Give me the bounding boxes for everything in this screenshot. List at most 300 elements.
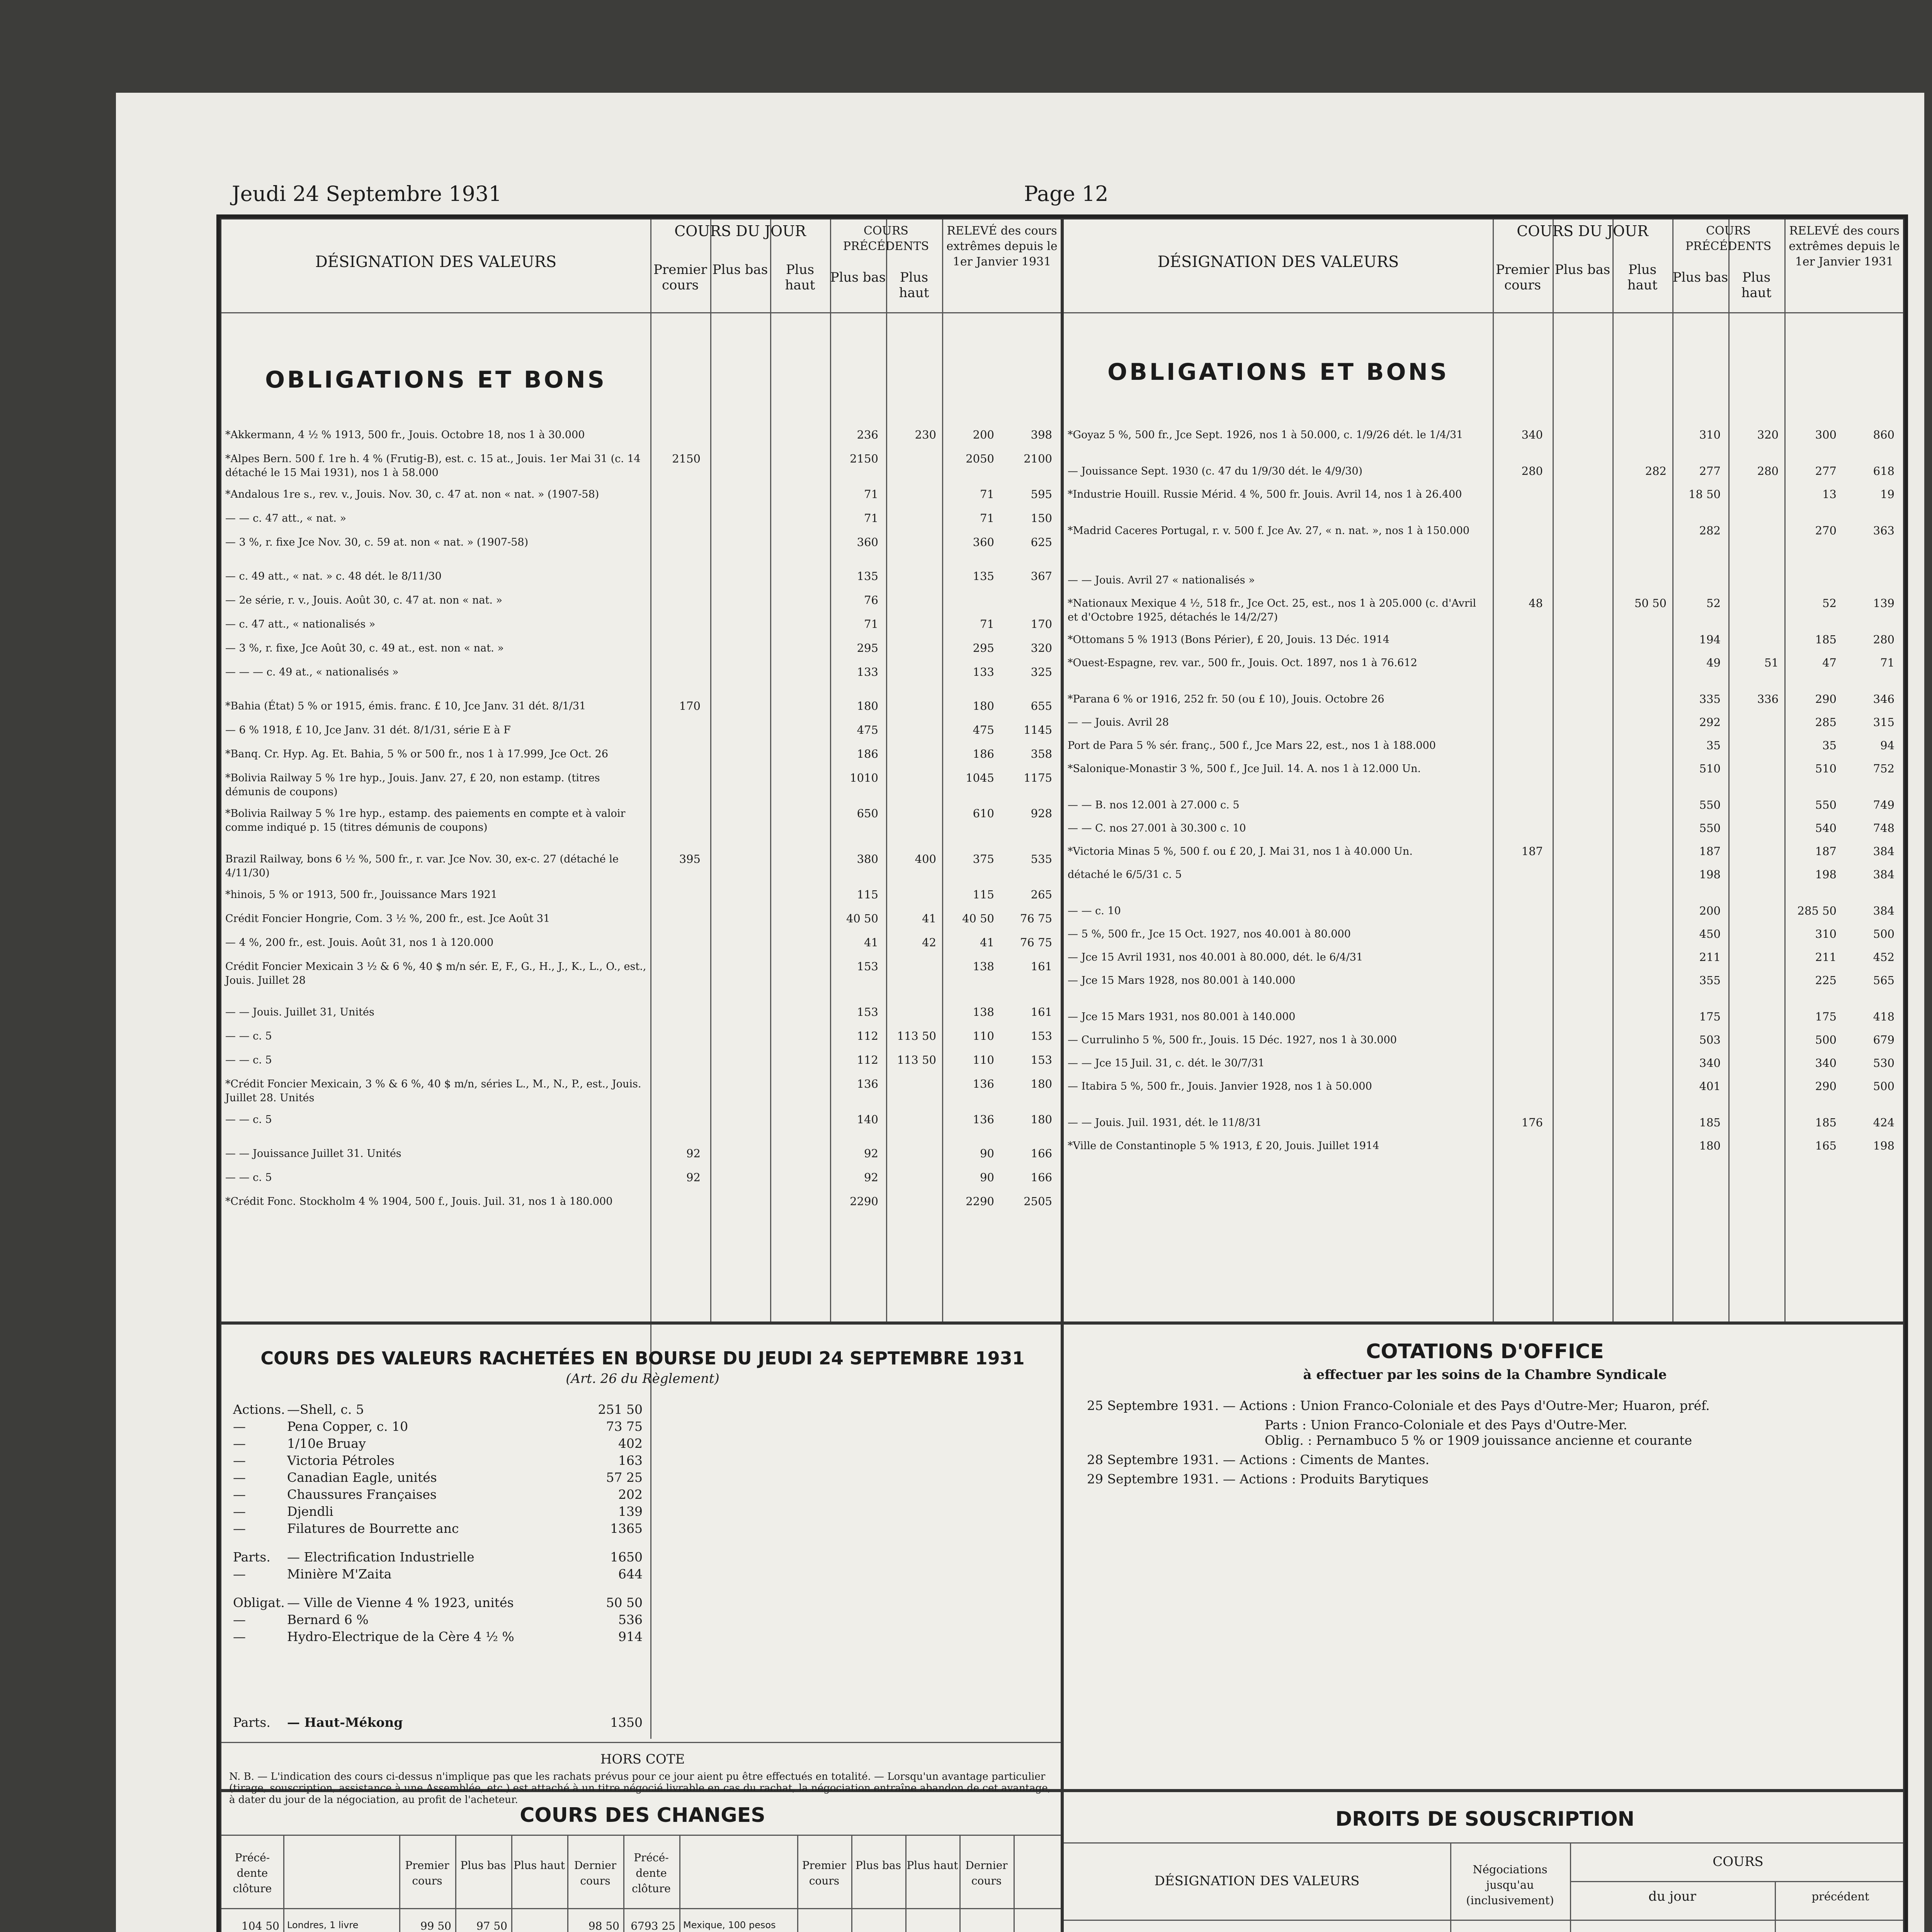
cell-rel-haut: 180 [1031, 1113, 1052, 1126]
ch-h-prec: Précé-dente clôture [233, 1851, 272, 1895]
changes-box [220, 1791, 1062, 1932]
cell-prec-bas: 18 50 [1688, 488, 1721, 501]
droits-title: DROITS DE SOUSCRIPTION [1335, 1808, 1635, 1831]
cell-rel-haut: 424 [1873, 1116, 1895, 1129]
cell-rel-bas: 138 [973, 960, 994, 973]
table-row-designation: *Andalous 1re s., rev. v., Jouis. Nov. 30, c. 47 at. non « nat. » (1907-58) [225, 488, 599, 500]
cell-prec-bas: 140 [857, 1113, 878, 1126]
cell-rel-bas: 136 [973, 1077, 994, 1090]
rachat-value: 202 [618, 1487, 643, 1502]
cell-rel-haut: 320 [1031, 641, 1052, 655]
table-row-designation: *Bolivia Railway 5 % 1re hyp., estamp. des paiements en compte et à valoir comme indiqué p. 15 (titres démunis de coupons) [225, 808, 626, 833]
ch-h-dern: Dernier cours [574, 1859, 617, 1887]
cell-rel-bas: 198 [1815, 868, 1837, 881]
table-row-designation: — — c. 10 [1068, 905, 1121, 917]
droits-box [1062, 1791, 1905, 1932]
rachetees-box [220, 1323, 1062, 1806]
rachat-category: — [233, 1436, 246, 1451]
cotation-line: 29 Septembre 1931. — Actions : Produits Barytiques [1087, 1471, 1429, 1486]
cell-rel-haut: 595 [1031, 488, 1052, 501]
cell-rel-bas: 35 [1822, 739, 1837, 752]
col-plus-bas: Plus bas [712, 262, 768, 277]
cell-rel-bas: 135 [973, 570, 994, 583]
col-prec-haut: Plus haut [899, 270, 929, 301]
cell-rel-bas: 71 [980, 617, 994, 631]
cell-rel-haut: 418 [1873, 1010, 1895, 1023]
cell-rel-haut: 161 [1031, 960, 1052, 973]
cell-rel-bas: 52 [1822, 597, 1837, 610]
rachat-name: 1/10e Bruay [287, 1436, 366, 1451]
table-row-designation: *Goyaz 5 %, 500 fr., Jce Sept. 1926, nos 1 à 50.000, c. 1/9/26 dét. le 1/4/31 [1068, 429, 1463, 441]
change-prec: 6793 25 [631, 1920, 675, 1932]
col-premier: Premier cours [653, 262, 707, 293]
col-designation: DÉSIGNATION DES VALEURS [1157, 253, 1399, 271]
rachat-category: — [233, 1453, 246, 1468]
cell-rel-bas: 2050 [966, 452, 994, 465]
rachat-category: Obligat. [233, 1595, 285, 1610]
change-currency: Londres, 1 livre [287, 1920, 359, 1930]
cell-rel-bas: 200 [973, 428, 994, 441]
cell-prec-bas: 187 [1699, 845, 1721, 858]
cell-premier: 2150 [672, 452, 701, 465]
table-row-designation: — — Jouis. Avril 27 « nationalisés » [1068, 574, 1255, 586]
table-row-designation: — — Jouis. Avril 28 [1068, 716, 1169, 728]
cell-prec-bas: 335 [1699, 692, 1721, 706]
table-row-designation: *Alpes Bern. 500 f. 1re h. 4 % (Frutig-B), est. c. 15 at., Jouis. 1er Mai 31 (c. 14 détaché le 15 Mai 1931), nos 1 à 58.000 [225, 453, 641, 479]
cell-rel-bas: 300 [1815, 428, 1837, 441]
cell-prec-bas: 71 [864, 512, 878, 525]
change-prec: 104 50 [242, 1920, 279, 1932]
cell-rel-haut: 150 [1031, 512, 1052, 525]
ch-h-prec2: Précé-dente clôture [632, 1851, 671, 1895]
table-row-designation: — — Jouis. Juillet 31, Unités [225, 1006, 374, 1018]
cell-prec-haut: 41 [922, 912, 936, 925]
cell-rel-haut: 166 [1031, 1147, 1052, 1160]
right-obligations-table [1062, 218, 1905, 1323]
ch-h-haut: Plus haut [513, 1859, 565, 1872]
cell-rel-haut: 153 [1031, 1053, 1052, 1066]
rachat-value: 163 [618, 1453, 643, 1468]
cell-prec-bas: 133 [857, 665, 878, 679]
table-row-designation: *Crédit Foncier Mexicain, 3 % & 6 %, 40 $ m/n, séries L., M., N., P., est., Jouis. Juillet 28. Unités [225, 1078, 641, 1104]
rachat-name: Hydro-Electrique de la Cère 4 ½ % [287, 1629, 514, 1644]
cell-rel-bas: 285 [1815, 716, 1837, 729]
left-section-title: OBLIGATIONS ET BONS [265, 366, 607, 393]
cell-rel-bas: 277 [1815, 464, 1837, 478]
cell-prec-bas: 180 [1699, 1139, 1721, 1152]
rachat-value: 402 [618, 1436, 643, 1451]
cell-premier: 340 [1521, 428, 1543, 441]
table-row-designation: — — C. nos 27.001 à 30.300 c. 10 [1068, 822, 1246, 834]
table-row-designation: — — B. nos 12.001 à 27.000 c. 5 [1068, 799, 1240, 811]
cell-prec-haut: 113 50 [897, 1029, 936, 1043]
cell-rel-bas: 110 [973, 1029, 994, 1043]
cell-premier: 187 [1521, 845, 1543, 858]
change-prem: 99 50 [420, 1920, 451, 1932]
cell-rel-bas: 500 [1815, 1033, 1837, 1046]
cote-frame [216, 214, 1908, 1932]
col-precedents: COURS PRÉCÉDENTS [843, 224, 929, 253]
table-row-designation: *Madrid Caceres Portugal, r. v. 500 f. Jce Av. 27, « n. nat. », nos 1 à 150.000 [1068, 525, 1470, 537]
cell-rel-haut: 860 [1873, 428, 1895, 441]
cell-prec-bas: 136 [857, 1077, 878, 1090]
table-row-designation: *hinois, 5 % or 1913, 500 fr., Jouissance Mars 1921 [225, 889, 498, 901]
ch-h-prem: Premier cours [405, 1859, 449, 1887]
cell-rel-bas: 310 [1815, 927, 1837, 940]
rachat-value: 57 25 [606, 1470, 643, 1485]
cell-prec-bas: 153 [857, 1005, 878, 1019]
cell-prec-bas: 401 [1699, 1080, 1721, 1093]
cell-rel-bas: 1045 [966, 771, 994, 784]
cell-prec-bas: 40 50 [846, 912, 878, 925]
col-premier: Premier cours [1496, 262, 1549, 293]
table-row-designation: *Bahia (État) 5 % or 1915, émis. franc. £ 10, Jce Janv. 31 dét. 8/1/31 [225, 700, 586, 712]
cell-prec-bas: 92 [864, 1171, 878, 1184]
cell-prec-bas: 175 [1699, 1010, 1721, 1023]
cell-rel-bas: 185 [1815, 633, 1837, 646]
table-row-designation: — — c. 5 [225, 1030, 272, 1042]
rachat-category: Actions. [233, 1402, 285, 1417]
cell-prec-bas: 92 [864, 1147, 878, 1160]
cell-rel-haut: 198 [1873, 1139, 1895, 1152]
table-row-designation: — 3 %, r. fixe, Jce Août 30, c. 49 at., est. non « nat. » [225, 642, 504, 654]
rachat-value: 914 [618, 1629, 643, 1644]
col-plus-haut: Plus haut [1627, 262, 1658, 293]
cell-premier: 280 [1521, 464, 1543, 478]
cell-rel-bas: 375 [973, 852, 994, 866]
cell-rel-bas: 175 [1815, 1010, 1837, 1023]
droits-h-cours: COURS [1713, 1854, 1764, 1869]
cell-rel-haut: 1175 [1024, 771, 1052, 784]
rachat-value: 139 [618, 1504, 643, 1519]
cell-rel-haut: 367 [1031, 570, 1052, 583]
cell-prec-bas: 115 [857, 888, 878, 901]
cotation-line: Parts : Union Franco-Coloniale et des Pays d'Outre-Mer. [1265, 1417, 1628, 1432]
cell-rel-bas: 165 [1815, 1139, 1837, 1152]
rachat-value: 1650 [610, 1549, 643, 1565]
cell-prec-haut: 230 [915, 428, 936, 441]
cell-rel-bas: 133 [973, 665, 994, 679]
table-row-designation: — 3 %, r. fixe Jce Nov. 30, c. 59 at. non « nat. » (1907-58) [225, 536, 529, 548]
cell-rel-haut: 161 [1031, 1005, 1052, 1019]
cell-prec-bas: 650 [857, 807, 878, 820]
rachat-name: Victoria Pétroles [287, 1453, 395, 1468]
cell-premier: 170 [679, 699, 701, 713]
table-row-designation: Crédit Foncier Hongrie, Com. 3 ½ %, 200 fr., est. Jce Août 31 [225, 913, 550, 925]
cell-rel-haut: 452 [1873, 951, 1895, 964]
table-row-designation: détaché le 6/5/31 c. 5 [1068, 869, 1182, 881]
cell-prec-bas: 211 [1699, 951, 1721, 964]
cell-prec-bas: 1010 [850, 771, 878, 784]
cell-prec-haut: 113 50 [897, 1053, 936, 1066]
rachat-value: 1365 [610, 1521, 643, 1536]
table-row-designation: *Ottomans 5 % 1913 (Bons Périer), £ 20, Jouis. 13 Déc. 1914 [1068, 634, 1389, 646]
cell-rel-haut: 535 [1031, 852, 1052, 866]
cell-rel-bas: 115 [973, 888, 994, 901]
rachat-category: — [233, 1521, 246, 1536]
cell-rel-haut: 76 75 [1020, 912, 1052, 925]
table-row-designation: — Itabira 5 %, 500 fr., Jouis. Janvier 1928, nos 1 à 50.000 [1068, 1080, 1372, 1092]
cell-rel-haut: 752 [1873, 762, 1895, 775]
rachat-name: — Electrification Industrielle [287, 1549, 474, 1565]
cell-rel-haut: 166 [1031, 1171, 1052, 1184]
cell-prec-bas: 52 [1706, 597, 1721, 610]
cell-rel-haut: 346 [1873, 692, 1895, 706]
cell-rel-haut: 384 [1873, 845, 1895, 858]
rachetees-title: COURS DES VALEURS RACHETÉES EN BOURSE DU JEUDI 24 SEPTEMBRE 1931 [260, 1348, 1025, 1369]
cell-rel-haut: 565 [1873, 974, 1895, 987]
table-row-designation: — — Jce 15 Juil. 31, c. dét. le 30/7/31 [1068, 1057, 1265, 1069]
table-row-designation: — — c. 5 [225, 1054, 272, 1066]
cell-rel-bas: 211 [1815, 951, 1837, 964]
ch-h-prem2: Premier cours [802, 1859, 847, 1887]
cotations-box [1062, 1323, 1905, 1791]
ch-h-dern2: Dernier cours [965, 1859, 1008, 1887]
table-row-designation: *Banq. Cr. Hyp. Ag. Et. Bahia, 5 % or 500 fr., nos 1 à 17.999, Jce Oct. 26 [225, 748, 609, 760]
cell-rel-bas: 285 50 [1797, 904, 1837, 917]
rachat-category: — [233, 1612, 246, 1627]
cell-prec-bas: 355 [1699, 974, 1721, 987]
cell-rel-haut: 363 [1873, 524, 1895, 537]
cell-rel-bas: 295 [973, 641, 994, 655]
rachat-name: — Ville de Vienne 4 % 1923, unités [287, 1595, 514, 1610]
hors-cote-label: HORS COTE [600, 1752, 685, 1767]
cell-prec-bas: 2290 [850, 1195, 878, 1208]
cell-prec-bas: 550 [1699, 798, 1721, 811]
col-cours-du-jour: COURS DU JOUR [674, 223, 806, 240]
cell-prec-bas: 71 [864, 488, 878, 501]
changes-title: COURS DES CHANGES [520, 1804, 765, 1827]
cell-rel-bas: 180 [973, 699, 994, 713]
change-bas: 97 50 [476, 1920, 507, 1932]
cell-prec-haut: 400 [915, 852, 936, 866]
ch-h-bas2: Plus bas [855, 1859, 901, 1872]
table-row-designation: — c. 47 att., « nationalisés » [225, 618, 376, 630]
cell-prec-bas: 180 [857, 699, 878, 713]
header-date: Jeudi 24 Septembre 1931 [232, 182, 502, 206]
cell-rel-haut: 280 [1873, 633, 1895, 646]
header-page: Page 12 [1024, 182, 1109, 206]
cell-prec-bas: 292 [1699, 716, 1721, 729]
droits-h-desig: DÉSIGNATION DES VALEURS [1154, 1873, 1360, 1889]
cell-rel-bas: 610 [973, 807, 994, 820]
table-row-designation: Port de Para 5 % sér. franç., 500 f., Jce Mars 22, est., nos 1 à 188.000 [1068, 740, 1436, 752]
cell-prec-haut: 320 [1757, 428, 1779, 441]
table-row-designation: — Jouissance Sept. 1930 (c. 47 du 1/9/30 dét. le 4/9/30) [1068, 465, 1363, 477]
table-row-designation: *Industrie Houill. Russie Mérid. 4 %, 500 fr. Jouis. Avril 14, nos 1 à 26.400 [1068, 488, 1462, 500]
table-row-designation: — — Jouissance Juillet 31. Unités [225, 1148, 401, 1160]
cell-prec-bas: 41 [864, 936, 878, 949]
rachat-name: Chaussures Françaises [287, 1487, 437, 1502]
table-row-designation: — — — c. 49 at., « nationalisés » [225, 666, 399, 678]
cell-rel-bas: 360 [973, 536, 994, 549]
table-row-designation: Crédit Foncier Mexicain 3 ½ & 6 %, 40 $ m/n sér. E, F., G., H., J., K., L., O., est., Jouis. Juillet 28 [225, 961, 646, 986]
col-releve: RELEVÉ des cours extrêmes depuis le 1er Janvier 1931 [1789, 224, 1900, 269]
cotations-title: COTATIONS D'OFFICE [1366, 1340, 1604, 1363]
left-obligations-table [220, 218, 1062, 1323]
cell-prec-bas: 510 [1699, 762, 1721, 775]
rachetees-subtitle: (Art. 26 du Règlement) [566, 1371, 719, 1386]
cell-prec-bas: 475 [857, 723, 878, 736]
cell-rel-bas: 340 [1815, 1056, 1837, 1070]
cell-premier: 395 [679, 852, 701, 866]
cell-prec-bas: 380 [857, 852, 878, 866]
table-row-designation: — — c. 47 att., « nat. » [225, 512, 347, 524]
rachat-name: Canadian Eagle, unités [287, 1470, 437, 1485]
cell-rel-haut: 500 [1873, 1080, 1895, 1093]
cell-rel-haut: 76 75 [1020, 936, 1052, 949]
rachat-category: — [233, 1487, 246, 1502]
cell-premier: 48 [1529, 597, 1543, 610]
cell-rel-bas: 187 [1815, 845, 1837, 858]
cotation-line: Oblig. : Pernambuco 5 % or 1909 jouissance ancienne et courante [1265, 1433, 1692, 1448]
cell-prec-bas: 198 [1699, 868, 1721, 881]
cell-rel-bas: 41 [980, 936, 994, 949]
droits-h-prec: précédent [1811, 1890, 1869, 1903]
cell-rel-haut: 315 [1873, 716, 1895, 729]
rachat-category: — [233, 1470, 246, 1485]
cell-prec-bas: 135 [857, 570, 878, 583]
cell-rel-bas: 40 50 [962, 912, 994, 925]
cell-prec-bas: 153 [857, 960, 878, 973]
droits-h-jour: du jour [1648, 1889, 1696, 1904]
cell-rel-bas: 290 [1815, 1080, 1837, 1093]
cell-prec-bas: 450 [1699, 927, 1721, 940]
cell-rel-bas: 136 [973, 1113, 994, 1126]
change-dern: 98 50 [588, 1920, 619, 1932]
table-row-designation: *Bolivia Railway 5 % 1re hyp., Jouis. Janv. 27, £ 20, non estamp. (titres démunis de coupons) [225, 772, 600, 798]
rachat-name: —Shell, c. 5 [287, 1402, 364, 1417]
rachat-name: Minière M'Zaita [287, 1566, 392, 1582]
cell-prec-bas: 236 [857, 428, 878, 441]
change-currency: Mexique, 100 pesos [683, 1920, 776, 1930]
cell-rel-bas: 47 [1822, 656, 1837, 669]
cell-rel-bas: 186 [973, 747, 994, 760]
table-row-designation: — 5 %, 500 fr., Jce 15 Oct. 1927, nos 40.001 à 80.000 [1068, 928, 1351, 940]
cell-rel-bas: 2290 [966, 1195, 994, 1208]
cell-rel-bas: 138 [973, 1005, 994, 1019]
cell-rel-haut: 655 [1031, 699, 1052, 713]
cell-rel-haut: 358 [1031, 747, 1052, 760]
cell-prec-haut: 42 [922, 936, 936, 949]
rachetees-note: N. B. — L'indication des cours ci-dessus n'implique pas que les rachats prévus pour ce jour aient pu être effectués en totalité. — Lorsqu'un avantage particulier (tirage, souscription, assistance à une Assemblée, etc.) est attaché à un titre négocié livrable en cas du rachat, la négociation entraîne abandon de cet avantage, à dater du jour de la négociation, au profit de l'acheteur. [229, 1771, 1051, 1806]
cell-premier: 92 [686, 1171, 701, 1184]
cell-prec-bas: 112 [857, 1029, 878, 1043]
ch-h-bas: Plus bas [460, 1859, 506, 1872]
cell-prec-bas: 2150 [850, 452, 878, 465]
cell-premier: 92 [686, 1147, 701, 1160]
cell-prec-haut: 280 [1757, 464, 1779, 478]
rachat-value: 536 [618, 1612, 643, 1627]
cell-rel-haut: 928 [1031, 807, 1052, 820]
cell-prec-bas: 295 [857, 641, 878, 655]
cell-rel-haut: 530 [1873, 1056, 1895, 1070]
droits-h-neg: Négociations jusqu'au (inclusivement) [1466, 1863, 1554, 1907]
cell-rel-bas: 90 [980, 1147, 994, 1160]
cell-prec-bas: 112 [857, 1053, 878, 1066]
table-row-designation: — c. 49 att., « nat. » c. 48 dét. le 8/11/30 [225, 570, 442, 582]
table-row-designation: — 4 %, 200 fr., est. Jouis. Août 31, nos 1 à 120.000 [225, 937, 494, 949]
table-row-designation: *Nationaux Mexique 4 ½, 518 fr., Jce Oct. 25, est., nos 1 à 205.000 (c. d'Avril et d'Octobre 1925, détachés le 14/2/27) [1068, 597, 1476, 623]
table-row-designation: — 6 % 1918, £ 10, Jce Janv. 31 dét. 8/1/31, série E à F [225, 724, 511, 736]
rachat-name: — Haut-Mékong [287, 1715, 403, 1730]
col-prec-haut: Plus haut [1741, 270, 1772, 301]
cell-prec-bas: 76 [864, 594, 878, 607]
cell-rel-bas: 13 [1822, 488, 1837, 501]
cell-rel-haut: 749 [1873, 798, 1895, 811]
rachat-category: Parts. [233, 1549, 270, 1565]
col-releve: RELEVÉ des cours extrêmes depuis le 1er Janvier 1931 [946, 224, 1058, 269]
rachat-value: 50 50 [606, 1595, 643, 1610]
table-row-designation: *Ville de Constantinople 5 % 1913, £ 20, Jouis. Juillet 1914 [1068, 1140, 1379, 1152]
cell-prec-bas: 200 [1699, 904, 1721, 917]
cell-rel-haut: 384 [1873, 904, 1895, 917]
cell-prec-bas: 340 [1699, 1056, 1721, 1070]
table-row-designation: Brazil Railway, bons 6 ½ %, 500 fr., r. var. Jce Nov. 30, ex-c. 27 (détaché le 4/11/30) [225, 853, 619, 879]
rachat-name: Djendli [287, 1504, 333, 1519]
table-row-designation: — Jce 15 Mars 1931, nos 80.001 à 140.000 [1068, 1011, 1296, 1023]
cell-rel-haut: 19 [1880, 488, 1895, 501]
right-section-title: OBLIGATIONS ET BONS [1107, 359, 1449, 386]
col-cours-du-jour: COURS DU JOUR [1517, 223, 1648, 240]
cell-rel-haut: 625 [1031, 536, 1052, 549]
cell-prec-bas: 186 [857, 747, 878, 760]
rachat-value: 73 75 [606, 1419, 643, 1434]
cell-rel-bas: 110 [973, 1053, 994, 1066]
cell-prec-bas: 550 [1699, 821, 1721, 835]
col-prec-bas: Plus bas [830, 270, 886, 285]
cell-plus-haut: 282 [1645, 464, 1667, 478]
table-row-designation: *Crédit Fonc. Stockholm 4 % 1904, 500 f., Jouis. Juil. 31, nos 1 à 180.000 [225, 1196, 613, 1208]
cell-prec-bas: 277 [1699, 464, 1721, 478]
cell-prec-bas: 194 [1699, 633, 1721, 646]
cell-rel-bas: 225 [1815, 974, 1837, 987]
cell-rel-bas: 71 [980, 488, 994, 501]
cell-rel-haut: 1145 [1024, 723, 1052, 736]
cell-prec-haut: 51 [1764, 656, 1779, 669]
ch-h-haut2: Plus haut [906, 1859, 958, 1872]
table-row-designation: *Parana 6 % or 1916, 252 fr. 50 (ou £ 10), Jouis. Octobre 26 [1068, 693, 1384, 705]
rachat-category: — [233, 1419, 246, 1434]
col-precedents: COURS PRÉCÉDENTS [1685, 224, 1772, 253]
cell-rel-haut: 500 [1873, 927, 1895, 940]
table-row-designation: — 2e série, r. v., Jouis. Août 30, c. 47 at. non « nat. » [225, 594, 503, 606]
table-row-designation: — — Jouis. Juil. 1931, dét. le 11/8/31 [1068, 1117, 1262, 1129]
cell-prec-bas: 360 [857, 536, 878, 549]
cell-plus-haut: 50 50 [1634, 597, 1667, 610]
cell-prec-bas: 71 [864, 617, 878, 631]
cell-rel-haut: 679 [1873, 1033, 1895, 1046]
cell-rel-bas: 475 [973, 723, 994, 736]
table-row-designation: — — c. 5 [225, 1172, 272, 1184]
rachat-name: Bernard 6 % [287, 1612, 369, 1627]
table-row-designation: *Ouest-Espagne, rev. var., 500 fr., Jouis. Oct. 1897, nos 1 à 76.612 [1068, 657, 1417, 669]
cotations-subtitle: à effectuer par les soins de la Chambre Syndicale [1303, 1367, 1667, 1383]
rachat-name: Filatures de Bourrette anc [287, 1521, 459, 1536]
table-row-designation: *Victoria Minas 5 %, 500 f. ou £ 20, J. Mai 31, nos 1 à 40.000 Un. [1068, 845, 1413, 857]
cell-rel-bas: 71 [980, 512, 994, 525]
rachat-category: — [233, 1504, 246, 1519]
cell-prec-bas: 185 [1699, 1116, 1721, 1129]
table-row-designation: — Jce 15 Avril 1931, nos 40.001 à 80.000, dét. le 6/4/31 [1068, 951, 1363, 963]
table-row-designation: *Salonique-Monastir 3 %, 500 f., Jce Juil. 14. A. nos 1 à 12.000 Un. [1068, 763, 1421, 775]
cell-rel-haut: 2505 [1024, 1195, 1052, 1208]
cell-prec-bas: 49 [1706, 656, 1721, 669]
cell-rel-haut: 748 [1873, 821, 1895, 835]
cell-rel-bas: 185 [1815, 1116, 1837, 1129]
cell-rel-haut: 618 [1873, 464, 1895, 478]
cell-rel-haut: 2100 [1024, 452, 1052, 465]
